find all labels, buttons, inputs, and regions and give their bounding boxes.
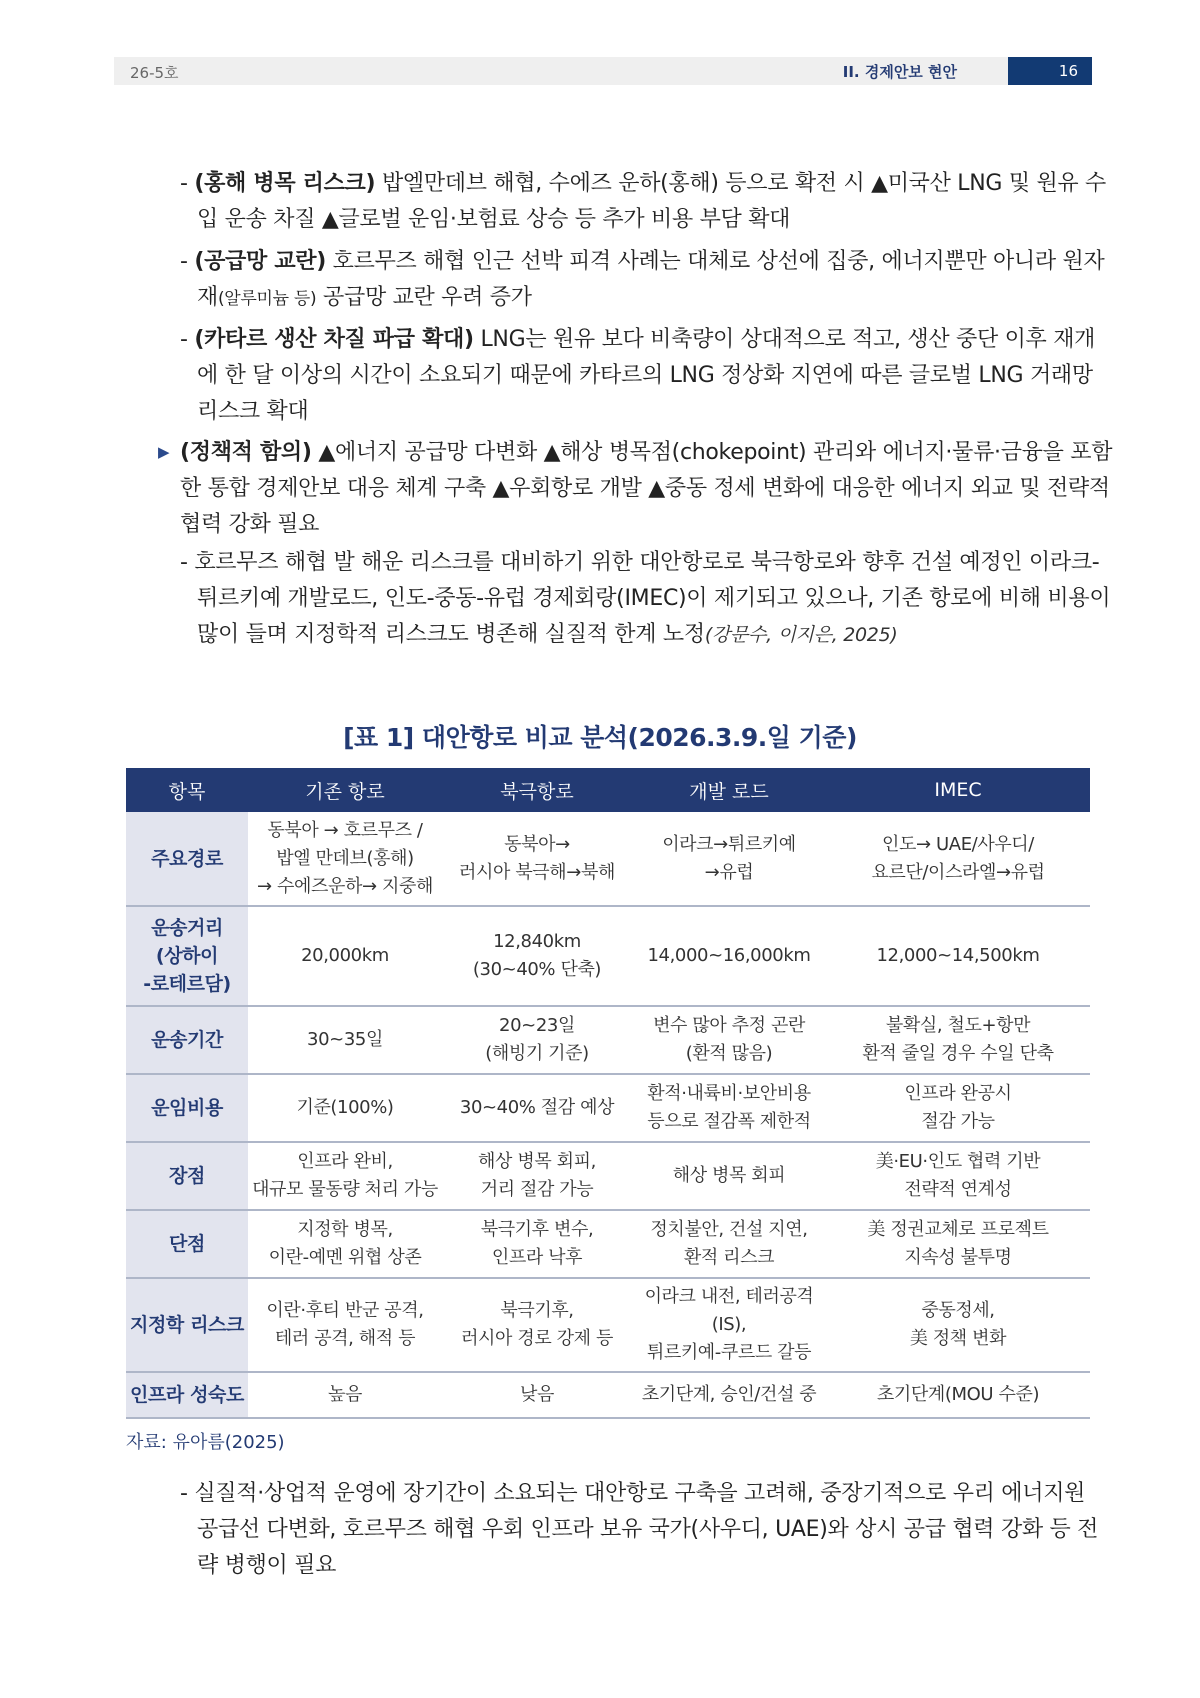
table-cell: 정치불안, 건설 지연, 환적 리스크 xyxy=(632,1210,826,1278)
dash-bullet: - xyxy=(180,327,188,352)
column-header: 개발 로드 xyxy=(632,768,826,812)
table-source: 자료: 유아름(2025) xyxy=(126,1432,285,1453)
paragraph-note: (알루미늄 등) xyxy=(217,289,317,309)
dash-bullet: - xyxy=(180,1481,188,1506)
citation: (강문수, 이지은, 2025) xyxy=(704,624,898,646)
table-cell: 불확실, 철도+항만 환적 줄일 경우 수일 단축 xyxy=(826,1006,1090,1074)
table-cell: 12,840km (30~40% 단축) xyxy=(442,906,632,1006)
row-header: 운송거리 (상하이 -로테르담) xyxy=(126,906,248,1006)
paragraph-heading: (정책적 함의) xyxy=(180,440,312,465)
table-row xyxy=(126,1006,1090,1074)
table-cell: 해상 병목 회피, 거리 절감 가능 xyxy=(442,1142,632,1210)
table-cell: 12,000~14,500km xyxy=(826,906,1090,1006)
paragraph-heading: (공급망 교란) xyxy=(194,249,326,274)
table-cell: 환적·내륙비·보안비용 등으로 절감폭 제한적 xyxy=(632,1074,826,1142)
row-header: 지정학 리스크 xyxy=(126,1278,248,1372)
paragraph-text: 실질적·상업적 운영에 장기간이 소요되는 대안항로 구축을 고려해, 중장기적으로 우리 에너지원 공급선 다변화, 호르무즈 해협 우회 인프라 보유 국가(사우디, UAE)와 상시 공급 협력 강화 등 전략 병행이 필요 xyxy=(194,1481,1099,1578)
table-cell: 북극기후 변수, 인프라 낙후 xyxy=(442,1210,632,1278)
table-cell: 중동정세, 美 정책 변화 xyxy=(826,1278,1090,1372)
table-row xyxy=(126,1278,1090,1372)
route-comparison-table xyxy=(126,768,1090,1419)
paragraph-text: ▲에너지 공급망 다변화 ▲해상 병목점(chokepoint) 관리와 에너지·물류·금융을 포함한 통합 경제안보 대응 체계 구축 ▲우회항로 개발 ▲중동 정세 변화에 대응한 에너지 외교 및 전략적 협력 강화 필요 xyxy=(180,440,1113,537)
table-cell: 이라크→튀르키예 →유럽 xyxy=(632,812,826,906)
page-header xyxy=(114,57,1092,85)
table-row xyxy=(126,1142,1090,1210)
dash-bullet: - xyxy=(180,171,188,196)
table-cell: 20,000km xyxy=(248,906,442,1006)
table-cell: 美 정권교체로 프로젝트 지속성 불투명 xyxy=(826,1210,1090,1278)
table-cell: 14,000~16,000km xyxy=(632,906,826,1006)
table-cell: 30~35일 xyxy=(248,1006,442,1074)
paragraph-text: 공급망 교란 우려 증가 xyxy=(316,285,532,310)
table-cell: 높음 xyxy=(248,1372,442,1418)
row-header: 운임비용 xyxy=(126,1074,248,1142)
paragraph-heading: (카타르 생산 차질 파급 확대) xyxy=(194,327,474,352)
table-row xyxy=(126,1210,1090,1278)
table-cell: 동북아→ 러시아 북극해→북해 xyxy=(442,812,632,906)
table-row xyxy=(126,1074,1090,1142)
table-cell: 인프라 완공시 절감 가능 xyxy=(826,1074,1090,1142)
table-cell: 초기단계, 승인/건설 중 xyxy=(632,1372,826,1418)
dash-bullet: - xyxy=(180,550,188,575)
table-row xyxy=(126,1372,1090,1418)
table-cell: 지정학 병목, 이란-예멘 위협 상존 xyxy=(248,1210,442,1278)
table-cell: 초기단계(MOU 수준) xyxy=(826,1372,1090,1418)
paragraph-conclusion xyxy=(180,1476,1112,1584)
row-header: 운송기간 xyxy=(126,1006,248,1074)
section-title: II. 경제안보 현안 xyxy=(842,63,957,81)
paragraph-text: 호르무즈 해협 발 해운 리스크를 대비하기 위한 대안항로로 북극항로와 향후 건설 예정인 이라크-튀르키예 개발로드, 인도-중동-유럽 경제회랑(IMEC)이 제기되고 있으나, 기존 항로에 비해 비용이 많이 들며 지정학적 리스크도 병존해 실질적 한계 노정 xyxy=(194,550,1111,647)
paragraph-text: 밥엘만데브 해협, 수에즈 운하(홍해) 등으로 확전 시 ▲미국산 LNG 및 원유 수입 운송 차질 ▲글로벌 운임·보험료 상승 등 추가 비용 부담 확대 xyxy=(197,171,1107,232)
column-header: IMEC xyxy=(826,768,1090,812)
table-cell: 이란·후티 반군 공격, 테러 공격, 해적 등 xyxy=(248,1278,442,1372)
table-title: [표 1] 대안항로 비교 분석(2026.3.9.일 기준) xyxy=(343,723,857,752)
page-number: 16 xyxy=(1008,57,1092,85)
table-cell: 해상 병목 회피 xyxy=(632,1142,826,1210)
row-header: 인프라 성숙도 xyxy=(126,1372,248,1418)
issue-number: 26-5호 xyxy=(130,64,179,82)
column-header: 북극항로 xyxy=(442,768,632,812)
table-cell: 이라크 내전, 테러공격(IS), 튀르키예-쿠르드 갈등 xyxy=(632,1278,826,1372)
table-cell: 20~23일 (해빙기 기준) xyxy=(442,1006,632,1074)
table-cell: 인프라 완비, 대규모 물동량 처리 가능 xyxy=(248,1142,442,1210)
table-cell: 美·EU·인도 협력 기반 전략적 연계성 xyxy=(826,1142,1090,1210)
paragraph-policy-implications xyxy=(158,434,1118,543)
table-cell: 동북아 → 호르무즈 / 밥엘 만데브(홍해) → 수에즈운하→ 지중해 xyxy=(248,812,442,906)
column-header: 항목 xyxy=(126,768,248,812)
row-header: 단점 xyxy=(126,1210,248,1278)
table-cell: 북극기후, 러시아 경로 강제 등 xyxy=(442,1278,632,1372)
table-cell: 인도→ UAE/사우디/ 요르단/이스라엘→유럽 xyxy=(826,812,1090,906)
paragraph-qatar xyxy=(180,322,1112,430)
table-cell: 기준(100%) xyxy=(248,1074,442,1142)
table-cell: 낮음 xyxy=(442,1372,632,1418)
paragraph-red-sea-risk xyxy=(180,166,1112,238)
column-header: 기존 항로 xyxy=(248,768,442,812)
triangle-bullet-icon: ▶ xyxy=(158,443,170,461)
table-header-row xyxy=(126,768,1090,812)
table-row xyxy=(126,906,1090,1006)
row-header: 주요경로 xyxy=(126,812,248,906)
paragraph-supply-chain xyxy=(180,244,1112,317)
table-cell: 변수 많아 추정 곤란 (환적 많음) xyxy=(632,1006,826,1074)
table-cell: 30~40% 절감 예상 xyxy=(442,1074,632,1142)
paragraph-alternative-routes xyxy=(180,545,1112,653)
paragraph-text: 호르무즈 해협 인근 선박 피격 사례는 대체로 상선에 집중, 에너지뿐만 아니라 원자재 xyxy=(197,249,1105,310)
table-row xyxy=(126,812,1090,906)
dash-bullet: - xyxy=(180,249,188,274)
paragraph-text: LNG는 원유 보다 비축량이 상대적으로 적고, 생산 중단 이후 재개에 한 달 이상의 시간이 소요되기 때문에 카타르의 LNG 정상화 지연에 따른 글로벌 LNG 거래망 리스크 확대 xyxy=(197,327,1096,424)
row-header: 장점 xyxy=(126,1142,248,1210)
paragraph-heading: (홍해 병목 리스크) xyxy=(194,171,376,196)
